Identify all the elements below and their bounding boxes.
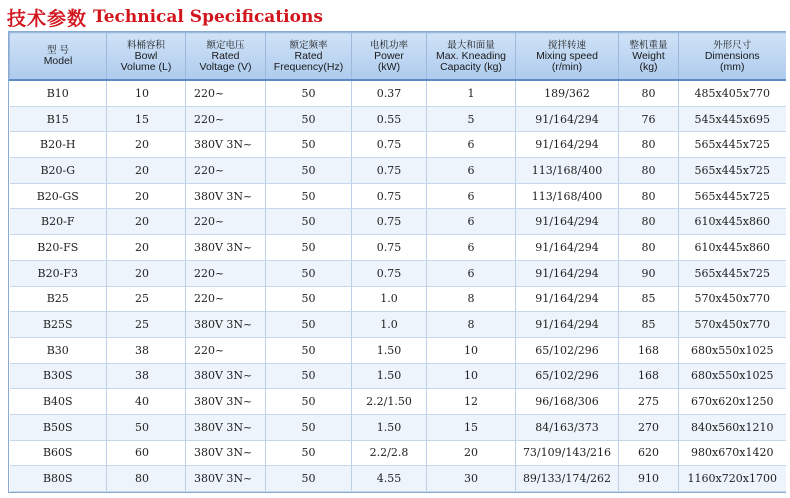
cell-model: B20-G [10,158,107,184]
cell-rated-frequency: 50 [266,158,352,184]
cell-rated-frequency: 50 [266,235,352,261]
cell-mixing-speed: 65/102/296 [516,363,619,389]
cell-mixing-speed: 91/164/294 [516,312,619,338]
cell-rated-frequency: 50 [266,389,352,415]
cell-mixing-speed: 189/362 [516,80,619,106]
table-row [10,286,786,312]
cell-rated-frequency: 50 [266,209,352,235]
header-rated-voltage-en: Voltage (V) [199,60,252,73]
table-header [10,33,786,81]
cell-bowl-volume: 20 [107,183,186,209]
cell-rated-frequency: 50 [266,414,352,440]
cell-bowl-volume: 50 [107,414,186,440]
table-row [10,389,786,415]
cell-max-kneading-capacity: 10 [427,337,516,363]
table-row [10,158,786,184]
cell-max-kneading-capacity: 6 [427,235,516,261]
cell-mixing-speed: 91/164/294 [516,286,619,312]
cell-max-kneading-capacity: 8 [427,312,516,338]
cell-power: 0.75 [352,132,427,158]
page-title [7,4,323,30]
cell-rated-voltage: 380V 3N~ [186,414,266,440]
header-bowl-volume-en: Volume (L) [120,60,172,73]
cell-mixing-speed: 91/164/294 [516,106,619,132]
cell-rated-frequency: 50 [266,132,352,158]
cell-max-kneading-capacity: 5 [427,106,516,132]
cell-mixing-speed: 91/164/294 [516,235,619,261]
cell-power: 0.75 [352,183,427,209]
cell-max-kneading-capacity: 30 [427,466,516,492]
cell-weight: 85 [619,312,679,338]
cell-max-kneading-capacity: 15 [427,414,516,440]
header-model [10,33,107,81]
cell-max-kneading-capacity: 6 [427,132,516,158]
header-weight-zh: 整机重量 [629,39,668,51]
cell-max-kneading-capacity: 10 [427,363,516,389]
cell-max-kneading-capacity: 8 [427,286,516,312]
cell-rated-voltage: 220~ [186,286,266,312]
cell-model: B60S [10,440,107,466]
cell-weight: 910 [619,466,679,492]
cell-power: 2.2/1.50 [352,389,427,415]
cell-dimensions: 545x445x695 [679,106,786,132]
header-weight-en: (kg) [639,60,658,73]
cell-model: B30 [10,337,107,363]
cell-bowl-volume: 38 [107,337,186,363]
cell-power: 1.0 [352,312,427,338]
cell-model: B80S [10,466,107,492]
cell-mixing-speed: 91/164/294 [516,209,619,235]
header-weight [619,33,679,81]
cell-dimensions: 565x445x725 [679,260,786,286]
cell-mixing-speed: 113/168/400 [516,183,619,209]
cell-bowl-volume: 20 [107,209,186,235]
cell-weight: 80 [619,80,679,106]
cell-max-kneading-capacity: 1 [427,80,516,106]
cell-rated-voltage: 380V 3N~ [186,132,266,158]
cell-rated-voltage: 220~ [186,106,266,132]
cell-mixing-speed: 73/109/143/216 [516,440,619,466]
cell-rated-frequency: 50 [266,312,352,338]
cell-bowl-volume: 20 [107,158,186,184]
table-row [10,440,786,466]
cell-weight: 168 [619,363,679,389]
cell-model: B10 [10,80,107,106]
cell-rated-voltage: 380V 3N~ [186,440,266,466]
cell-bowl-volume: 15 [107,106,186,132]
cell-max-kneading-capacity: 6 [427,183,516,209]
cell-weight: 76 [619,106,679,132]
cell-weight: 80 [619,183,679,209]
cell-rated-frequency: 50 [266,286,352,312]
cell-weight: 85 [619,286,679,312]
title-english: Technical Specifications [93,7,323,27]
cell-dimensions: 610x445x860 [679,235,786,261]
cell-rated-frequency: 50 [266,363,352,389]
cell-bowl-volume: 25 [107,286,186,312]
cell-dimensions: 680x550x1025 [679,363,786,389]
cell-mixing-speed: 65/102/296 [516,337,619,363]
cell-model: B25S [10,312,107,338]
cell-weight: 270 [619,414,679,440]
header-max-kneading-capacity-zh: 最大和面量 [447,39,495,51]
cell-rated-voltage: 220~ [186,337,266,363]
cell-model: B50S [10,414,107,440]
cell-rated-voltage: 220~ [186,80,266,106]
cell-dimensions: 680x550x1025 [679,337,786,363]
cell-model: B20-H [10,132,107,158]
header-power-en: (kW) [377,60,401,73]
header-max-kneading-capacity [427,33,516,81]
cell-bowl-volume: 25 [107,312,186,338]
header-power-en: Power [374,49,404,62]
table-row [10,132,786,158]
header-mixing-speed-en: (r/min) [551,60,583,73]
cell-rated-frequency: 50 [266,260,352,286]
table-row [10,414,786,440]
table-row [10,363,786,389]
cell-power: 0.55 [352,106,427,132]
table-row [10,209,786,235]
title-chinese: 技术参数 [7,7,88,30]
cell-dimensions: 610x445x860 [679,209,786,235]
cell-weight: 275 [619,389,679,415]
cell-dimensions: 485x405x770 [679,80,786,106]
header-power-zh: 电机功率 [369,39,408,51]
cell-mixing-speed: 91/164/294 [516,260,619,286]
cell-weight: 168 [619,337,679,363]
table-row [10,337,786,363]
cell-rated-voltage: 380V 3N~ [186,466,266,492]
cell-max-kneading-capacity: 6 [427,158,516,184]
cell-rated-voltage: 220~ [186,209,266,235]
header-rated-voltage-en: Rated [211,49,240,62]
header-max-kneading-capacity-en: Capacity (kg) [440,60,502,73]
cell-rated-voltage: 220~ [186,260,266,286]
cell-bowl-volume: 20 [107,260,186,286]
cell-rated-frequency: 50 [266,440,352,466]
header-rated-voltage-zh: 额定电压 [206,39,245,51]
table-row [10,466,786,492]
cell-weight: 90 [619,260,679,286]
cell-power: 0.75 [352,235,427,261]
cell-power: 2.2/2.8 [352,440,427,466]
cell-mixing-speed: 91/164/294 [516,132,619,158]
cell-weight: 620 [619,440,679,466]
cell-weight: 80 [619,235,679,261]
cell-power: 1.50 [352,337,427,363]
cell-weight: 80 [619,158,679,184]
cell-power: 0.37 [352,80,427,106]
header-row [10,33,786,81]
header-rated-frequency-zh: 额定频率 [289,39,328,51]
table-row [10,235,786,261]
table-row [10,312,786,338]
cell-power: 0.75 [352,158,427,184]
header-rated-frequency-en: Frequency(Hz) [273,60,344,73]
cell-dimensions: 570x450x770 [679,286,786,312]
cell-dimensions: 570x450x770 [679,312,786,338]
cell-model: B20-FS [10,235,107,261]
cell-max-kneading-capacity: 6 [427,260,516,286]
cell-bowl-volume: 20 [107,132,186,158]
cell-model: B30S [10,363,107,389]
cell-model: B40S [10,389,107,415]
header-weight-en: Weight [632,49,665,62]
cell-bowl-volume: 40 [107,389,186,415]
cell-power: 0.75 [352,260,427,286]
header-dimensions [679,33,786,81]
cell-mixing-speed: 84/163/373 [516,414,619,440]
cell-model: B20-GS [10,183,107,209]
cell-model: B25 [10,286,107,312]
header-mixing-speed-zh: 搅拌转速 [547,39,586,51]
header-bowl-volume-en: Bowl [134,49,158,62]
header-bowl-volume-zh: 料桶容积 [126,39,165,51]
header-max-kneading-capacity-en: Max. Kneading [435,49,507,62]
header-dimensions-zh: 外形尺寸 [713,39,752,51]
header-rated-frequency [266,33,352,81]
cell-dimensions: 565x445x725 [679,158,786,184]
table-body [10,80,786,492]
cell-power: 1.50 [352,363,427,389]
header-model-zh: 型 号 [46,45,70,56]
header-bowl-volume [107,33,186,81]
cell-rated-voltage: 380V 3N~ [186,363,266,389]
cell-bowl-volume: 60 [107,440,186,466]
table-row [10,260,786,286]
cell-rated-frequency: 50 [266,80,352,106]
header-dimensions-en: Dimensions [704,49,760,62]
header-mixing-speed-en: Mixing speed [536,49,598,62]
cell-max-kneading-capacity: 20 [427,440,516,466]
table-row [10,183,786,209]
cell-rated-voltage: 220~ [186,158,266,184]
cell-bowl-volume: 10 [107,80,186,106]
cell-weight: 80 [619,209,679,235]
cell-power: 0.75 [352,209,427,235]
cell-model: B20-F [10,209,107,235]
cell-mixing-speed: 113/168/400 [516,158,619,184]
cell-rated-frequency: 50 [266,337,352,363]
cell-bowl-volume: 80 [107,466,186,492]
header-rated-frequency-en: Rated [294,49,323,62]
cell-bowl-volume: 20 [107,235,186,261]
header-power [352,33,427,81]
cell-rated-voltage: 380V 3N~ [186,235,266,261]
table-row [10,80,786,106]
cell-rated-frequency: 50 [266,183,352,209]
cell-rated-voltage: 380V 3N~ [186,389,266,415]
cell-rated-frequency: 50 [266,466,352,492]
cell-rated-voltage: 380V 3N~ [186,183,266,209]
cell-mixing-speed: 96/168/306 [516,389,619,415]
header-rated-voltage [186,33,266,81]
cell-power: 4.55 [352,466,427,492]
cell-dimensions: 565x445x725 [679,183,786,209]
spec-table [9,32,786,492]
header-model-en: Model [43,55,73,67]
cell-dimensions: 1160x720x1700 [679,466,786,492]
cell-mixing-speed: 89/133/174/262 [516,466,619,492]
cell-max-kneading-capacity: 6 [427,209,516,235]
header-dimensions-en: (mm) [720,60,745,73]
cell-rated-voltage: 380V 3N~ [186,312,266,338]
cell-dimensions: 840x560x1210 [679,414,786,440]
table-row [10,106,786,132]
cell-dimensions: 980x670x1420 [679,440,786,466]
cell-dimensions: 670x620x1250 [679,389,786,415]
spec-table-container [8,31,786,493]
cell-max-kneading-capacity: 12 [427,389,516,415]
header-mixing-speed [516,33,619,81]
cell-power: 1.0 [352,286,427,312]
cell-weight: 80 [619,132,679,158]
cell-model: B15 [10,106,107,132]
cell-model: B20-F3 [10,260,107,286]
cell-rated-frequency: 50 [266,106,352,132]
cell-dimensions: 565x445x725 [679,132,786,158]
cell-power: 1.50 [352,414,427,440]
cell-bowl-volume: 38 [107,363,186,389]
